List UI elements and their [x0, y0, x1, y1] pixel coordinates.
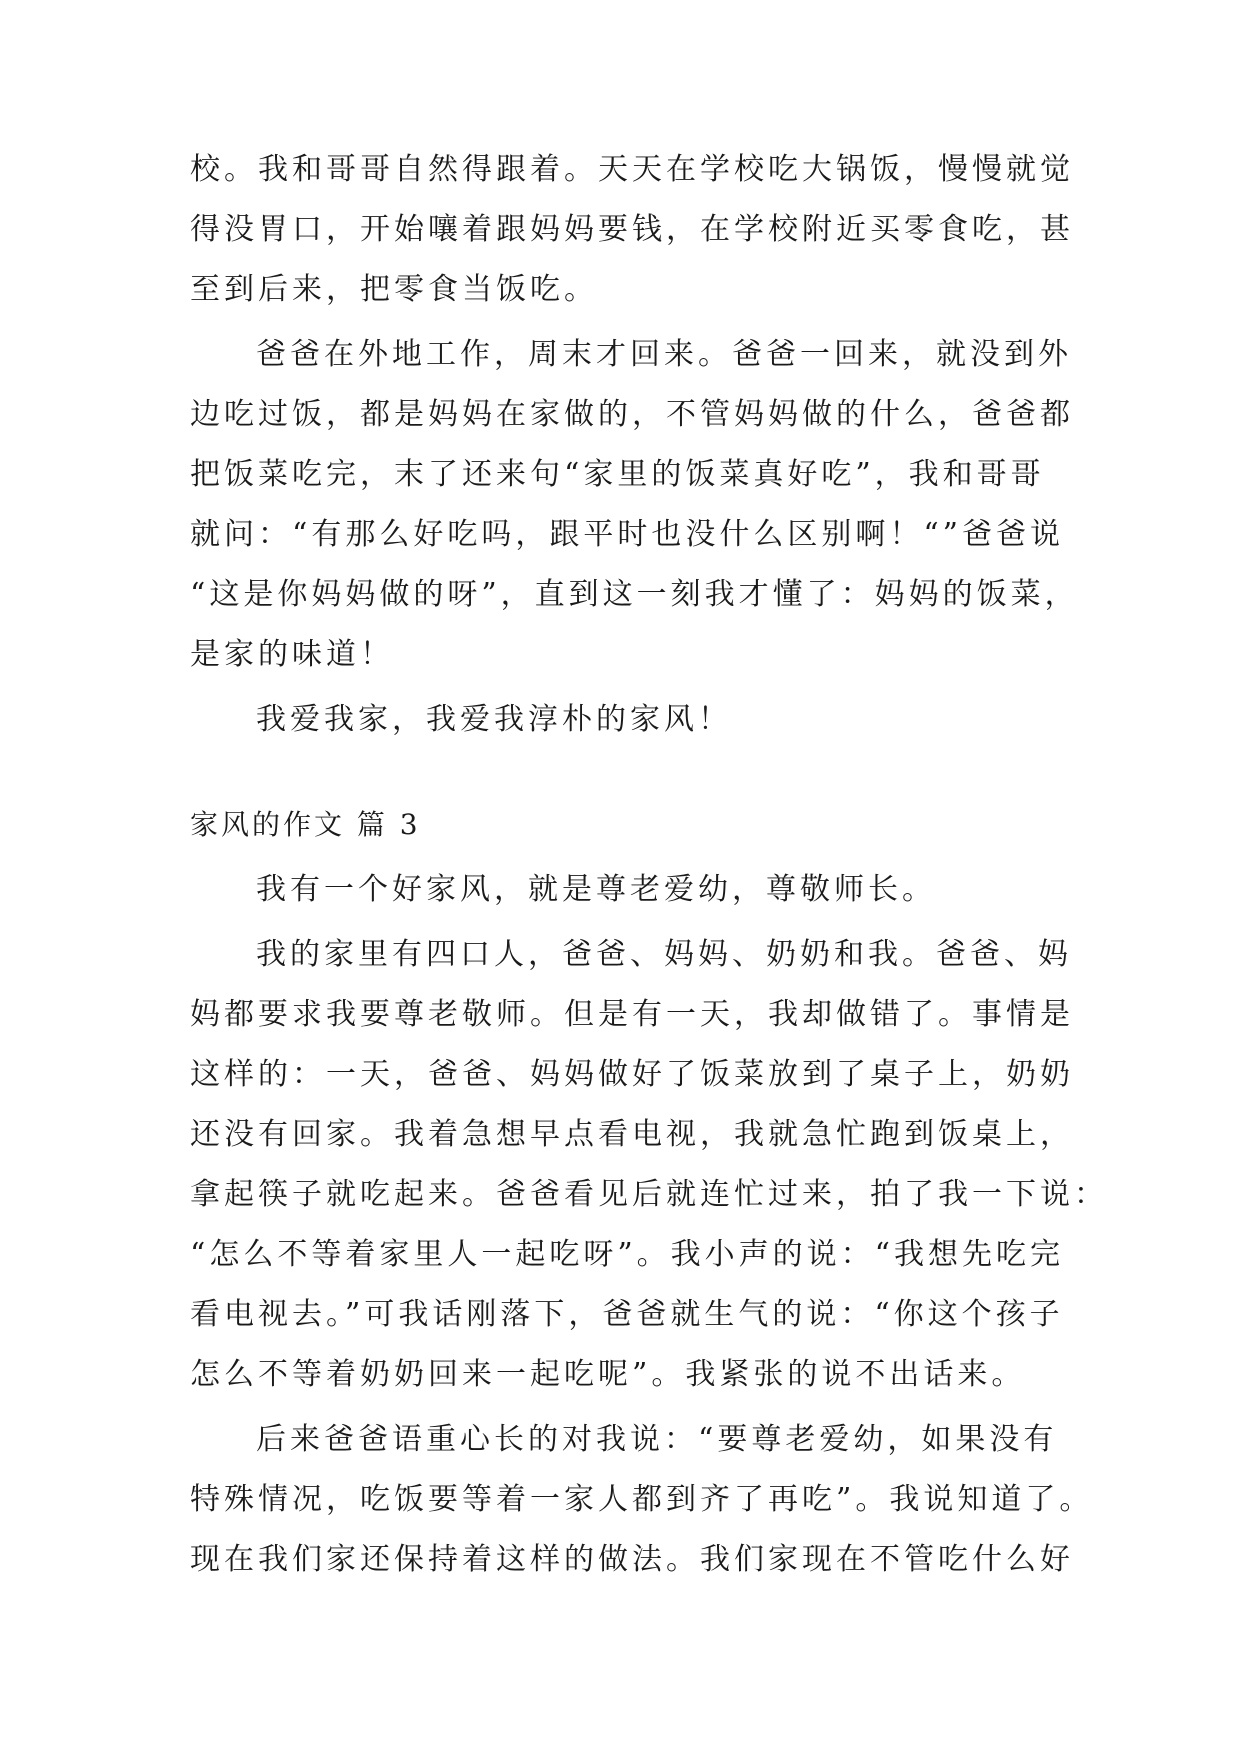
text-line: 看电视去。”可我话刚落下，爸爸就生气的说：“你这个孩子 — [190, 1297, 1064, 1332]
text-line: 得没胃口，开始嚷着跟妈妈要钱，在学校附近买零食吃，甚 — [190, 212, 1074, 247]
text-line: 至到后来，把零食当饭吃。 — [190, 272, 598, 307]
text-line: 怎么不等着奶奶回来一起吃呢”。我紧张的说不出话来。 — [190, 1357, 1026, 1392]
text-line: 就问：“有那么好吃吗，跟平时也没什么区别啊！“”爸爸说 — [190, 517, 1065, 552]
paragraph-start-line: 爸爸在外地工作，周末才回来。爸爸一回来，就没到外 — [256, 337, 1072, 372]
text-line: 还没有回家。我着急想早点看电视，我就急忙跑到饭桌上， — [190, 1117, 1074, 1152]
text-line: 把饭菜吃完，末了还来句“家里的饭菜真好吃”，我和哥哥 — [190, 457, 1045, 492]
text-line: 拿起筷子就吃起来。爸爸看见后就连忙过来，拍了我一下说： — [190, 1177, 1108, 1212]
paragraph-start-line: 后来爸爸语重心长的对我说：“要尊老爱幼，如果没有 — [256, 1422, 1058, 1457]
text-line: 校。我和哥哥自然得跟着。天天在学校吃大锅饭，慢慢就觉 — [190, 152, 1074, 187]
paragraph-start-line: 我的家里有四口人，爸爸、妈妈、奶奶和我。爸爸、妈 — [256, 937, 1072, 972]
text-line: 妈都要求我要尊老敬师。但是有一天，我却做错了。事情是 — [190, 997, 1074, 1032]
text-line: “这是你妈妈做的呀”，直到这一刻我才懂了：妈妈的饭菜， — [190, 577, 1079, 612]
text-line: 边吃过饭，都是妈妈在家做的，不管妈妈做的什么，爸爸都 — [190, 397, 1074, 432]
section-heading: 家风的作文 篇 3 — [190, 808, 421, 841]
text-line: 现在我们家还保持着这样的做法。我们家现在不管吃什么好 — [190, 1542, 1074, 1577]
paragraph-start-line: 我爱我家，我爱我淳朴的家风！ — [256, 702, 732, 737]
text-line: 是家的味道！ — [190, 637, 394, 672]
text-line: “怎么不等着家里人一起吃呀”。我小声的说：“我想先吃完 — [190, 1237, 1065, 1272]
text-line: 特殊情况，吃饭要等着一家人都到齐了再吃”。我说知道了。 — [190, 1482, 1094, 1517]
text-line: 这样的：一天，爸爸、妈妈做好了饭菜放到了桌子上，奶奶 — [190, 1057, 1074, 1092]
paragraph-start-line: 我有一个好家风，就是尊老爱幼，尊敬师长。 — [256, 872, 936, 907]
